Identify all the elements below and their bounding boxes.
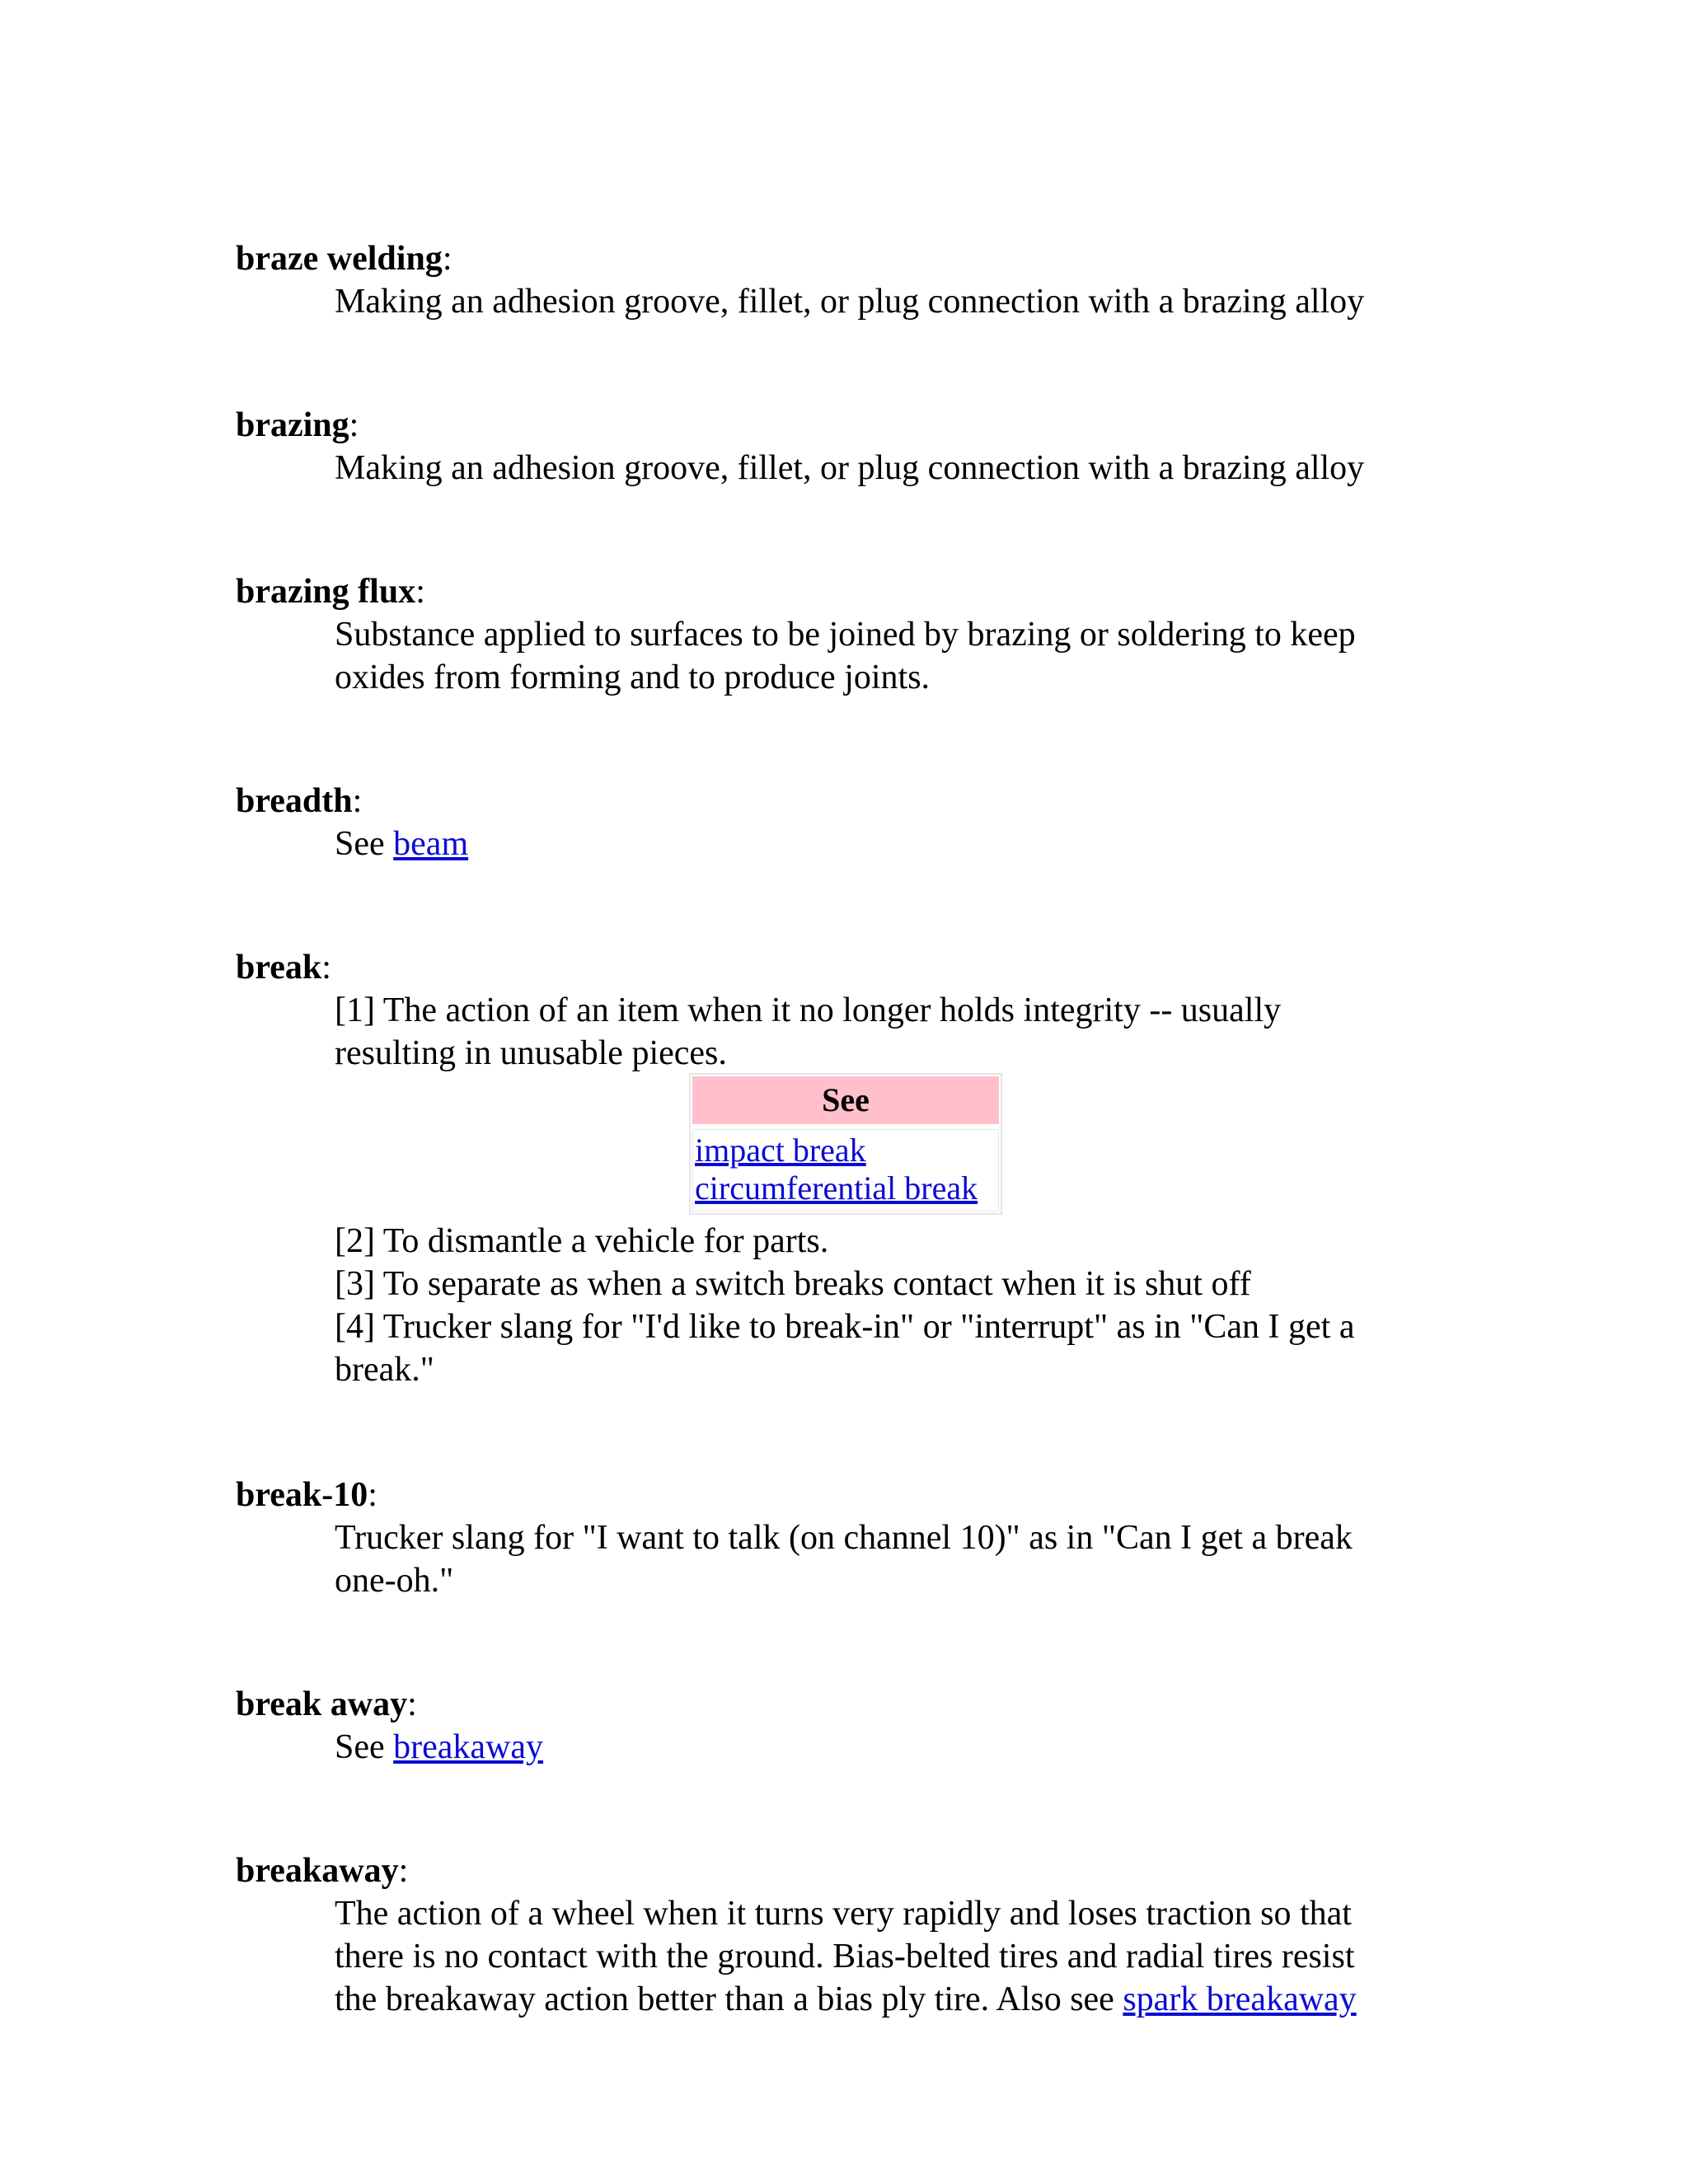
glossary-entry-continued: [236, 1220, 1472, 1391]
entry-definition: [335, 280, 1472, 323]
entry-heading: brazing flux:: [236, 573, 425, 611]
entry-term: braze welding: [236, 240, 443, 278]
entry-definition: [335, 447, 1472, 490]
entry-term: breakaway: [236, 1852, 399, 1890]
entry-term: breadth: [236, 782, 353, 820]
entry-heading: break:: [236, 949, 331, 987]
definition-line: See breakaway: [335, 1728, 544, 1766]
definition-line: one-oh.": [335, 1562, 454, 1600]
entry-heading: break-10:: [236, 1476, 377, 1514]
entry-heading: break away:: [236, 1685, 417, 1723]
entry-term: brazing: [236, 406, 349, 444]
entry-definition: [335, 613, 1472, 699]
see-link-beam[interactable]: beam: [393, 825, 469, 863]
see-link-impact-break[interactable]: impact break: [695, 1132, 866, 1169]
definition-line: resulting in unusable pieces.: [335, 1034, 727, 1072]
definition-line: [3] To separate as when a switch breaks contact when it is shut off: [335, 1265, 1251, 1303]
entry-definition: [335, 823, 1472, 865]
entry-heading: braze welding:: [236, 240, 452, 278]
definition-line: [1] The action of an item when it no longer holds integrity -- usually: [335, 991, 1282, 1029]
definition-line: there is no contact with the ground. Bias-belted tires and radial tires resist: [335, 1938, 1355, 1975]
entry-definition: [335, 989, 1472, 1075]
glossary-entry: [236, 237, 1472, 323]
entry-heading: breakaway:: [236, 1852, 409, 1890]
definition-line: Substance applied to surfaces to be joined by brazing or soldering to keep: [335, 616, 1356, 654]
glossary-entry: [236, 1849, 1472, 2021]
definition-line: Making an adhesion groove, fillet, or plug connection with a brazing alloy: [335, 449, 1365, 487]
see-link-spark-breakaway[interactable]: spark breakaway: [1123, 1980, 1357, 2018]
definition-line: the breakaway action better than a bias ply tire. Also see spark breakaway: [335, 1980, 1357, 2018]
definition-line: See beam: [335, 825, 469, 863]
definition-line: break.": [335, 1351, 434, 1389]
entry-heading: brazing:: [236, 406, 359, 444]
entry-definition: [335, 1220, 1472, 1391]
entry-term: brazing flux: [236, 573, 416, 611]
definition-line: Trucker slang for "I want to talk (on channel 10)" as in "Can I get a break: [335, 1519, 1353, 1557]
see-also-table: [689, 1073, 1002, 1215]
see-link-breakaway[interactable]: breakaway: [393, 1728, 544, 1766]
entry-term: break-10: [236, 1476, 368, 1514]
glossary-entry: [236, 404, 1472, 490]
entry-term: break away: [236, 1685, 408, 1723]
glossary-entry: [236, 1474, 1472, 1602]
entry-heading: breadth:: [236, 782, 363, 820]
definition-line: [2] To dismantle a vehicle for parts.: [335, 1222, 829, 1260]
definition-line: The action of a wheel when it turns very rapidly and loses traction so that: [335, 1895, 1352, 1933]
glossary-entry: [236, 946, 1472, 1075]
definition-line: [4] Trucker slang for "I'd like to break-in" or "interrupt" as in "Can I get a: [335, 1308, 1355, 1346]
glossary-entry: [236, 780, 1472, 865]
entry-definition: [335, 1726, 1472, 1769]
definition-line: Making an adhesion groove, fillet, or plug connection with a brazing alloy: [335, 283, 1365, 321]
see-table-body: [692, 1129, 999, 1212]
see-table-header: See: [692, 1076, 999, 1124]
glossary-entry: [236, 1683, 1472, 1769]
entry-definition: [335, 1516, 1472, 1602]
entry-term: break: [236, 949, 322, 987]
definition-line: oxides from forming and to produce joints.: [335, 658, 931, 696]
glossary-entry: [236, 570, 1472, 699]
entry-definition: [335, 1892, 1472, 2021]
see-link-circumferential-break[interactable]: circumferential break: [695, 1169, 978, 1207]
